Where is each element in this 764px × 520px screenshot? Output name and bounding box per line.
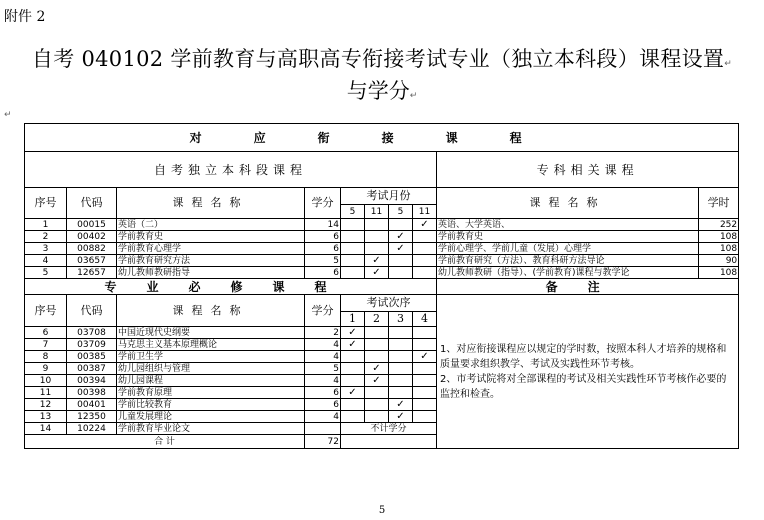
cell-exam-order-check xyxy=(341,411,365,423)
table-row xyxy=(25,231,739,243)
cell-exam-month-check xyxy=(341,267,365,279)
cell-seq: 9 xyxy=(25,363,67,375)
cell-exam-order-check xyxy=(389,363,413,375)
cell-exam-month-check xyxy=(341,243,365,255)
month-header: 5 xyxy=(389,205,413,219)
cell-credit: 5 xyxy=(305,363,341,375)
cell-exam-month-check xyxy=(341,255,365,267)
cell-exam-month-check: ✓ xyxy=(413,219,437,231)
table-row xyxy=(25,243,739,255)
order-header: 4 xyxy=(413,312,437,327)
cell-credit: 4 xyxy=(305,375,341,387)
title-line-2: 与学分 xyxy=(346,79,410,103)
cell-exam-month-check xyxy=(413,231,437,243)
cell-credit: 6 xyxy=(305,399,341,411)
cell-exam-order-check: ✓ xyxy=(389,411,413,423)
cell-hours: 90 xyxy=(699,255,739,267)
cell-course-name: 幼儿园组织与管理 xyxy=(117,363,305,375)
cell-credit: 6 xyxy=(305,267,341,279)
cell-code: 00385 xyxy=(67,351,117,363)
cell-exam-order-check xyxy=(413,327,437,339)
month-header: 11 xyxy=(365,205,389,219)
cell-exam-month-check xyxy=(413,267,437,279)
order-header: 2 xyxy=(365,312,389,327)
cell-exam-month-check xyxy=(389,255,413,267)
page-number: 5 xyxy=(378,505,386,516)
cell-exam-order-check: ✓ xyxy=(341,339,365,351)
cell-code: 12657 xyxy=(67,267,117,279)
cell-seq: 4 xyxy=(25,255,67,267)
cell-code: 00882 xyxy=(67,243,117,255)
cell-exam-order-check xyxy=(365,351,389,363)
document-title-continued xyxy=(0,76,764,111)
cell-exam-month-check xyxy=(389,267,413,279)
col-header-hours: 学时 xyxy=(699,188,739,219)
cell-exam-order-check xyxy=(413,387,437,399)
cell-exam-month-check: ✓ xyxy=(389,243,413,255)
total-empty xyxy=(341,435,437,449)
cell-exam-order-check xyxy=(341,399,365,411)
cell-course-name: 学前教育原理 xyxy=(117,387,305,399)
table-row xyxy=(25,219,739,231)
cell-course-name: 学前卫生学 xyxy=(117,351,305,363)
cell-code: 03709 xyxy=(67,339,117,351)
title-line-1: 自考 040102 学前教育与高职高专衔接考试专业（独立本科段）课程设置 xyxy=(31,47,725,71)
cell-no-credit: 不计学分 xyxy=(341,423,437,435)
cell-seq: 2 xyxy=(25,231,67,243)
cell-exam-month-check: ✓ xyxy=(365,267,389,279)
cell-exam-month-check xyxy=(389,219,413,231)
cell-seq: 8 xyxy=(25,351,67,363)
cell-exam-order-check xyxy=(389,387,413,399)
cell-seq: 1 xyxy=(25,219,67,231)
cell-credit: 4 xyxy=(305,351,341,363)
remark-2: 2、市考试院将对全部课程的考试及相关实践性环节考核作必要的监控和检查。 xyxy=(440,373,727,400)
paragraph-mark: ↵ xyxy=(409,91,418,101)
col-header-credit: 学分 xyxy=(305,295,341,327)
cell-specialist-course: 幼儿教师教研（指导）、(学前教育)课程与教学论 xyxy=(437,267,699,279)
cell-credit: 5 xyxy=(305,255,341,267)
order-header: 1 xyxy=(341,312,365,327)
col-header-seq: 序号 xyxy=(25,188,67,219)
cell-credit: 2 xyxy=(305,327,341,339)
cell-code: 00401 xyxy=(67,399,117,411)
cell-code: 12350 xyxy=(67,411,117,423)
cell-exam-order-check: ✓ xyxy=(413,351,437,363)
cell-code: 10224 xyxy=(67,423,117,435)
course-table xyxy=(24,123,739,449)
col-header-seq: 序号 xyxy=(25,295,67,327)
col-header-specialist-course: 课程名称 xyxy=(437,188,699,219)
cell-course-name: 学前比较教育 xyxy=(117,399,305,411)
cell-credit: 4 xyxy=(305,411,341,423)
cell-exam-order-check xyxy=(413,339,437,351)
cell-seq: 7 xyxy=(25,339,67,351)
cell-course-name: 学前教育研究方法 xyxy=(117,255,305,267)
col-header-course-name: 课程名称 xyxy=(117,188,305,219)
cell-exam-order-check: ✓ xyxy=(341,327,365,339)
cell-exam-order-check xyxy=(413,411,437,423)
cell-exam-order-check xyxy=(389,327,413,339)
total-label: 合 计 xyxy=(25,435,305,449)
cell-code: 00387 xyxy=(67,363,117,375)
remark-1: 1、对应衔接课程应以规定的学时数，按照本科人才培养的规格和质量要求组织教学、考试及实践性环节考核。 xyxy=(440,343,727,370)
cell-course-name: 幼儿教师教研指导 xyxy=(117,267,305,279)
attachment-label: 附件 2 xyxy=(4,9,46,25)
cell-exam-order-check xyxy=(365,399,389,411)
order-header: 3 xyxy=(389,312,413,327)
cell-hours: 252 xyxy=(699,219,739,231)
cell-exam-order-check xyxy=(413,375,437,387)
cell-seq: 6 xyxy=(25,327,67,339)
cell-course-name: 幼儿园课程 xyxy=(117,375,305,387)
cell-exam-order-check xyxy=(341,351,365,363)
cell-exam-month-check xyxy=(365,243,389,255)
cell-specialist-course: 学前教育史 xyxy=(437,231,699,243)
cell-seq: 5 xyxy=(25,267,67,279)
cell-course-name: 学前教育毕业论文 xyxy=(117,423,305,435)
table-row xyxy=(25,267,739,279)
cell-exam-order-check xyxy=(365,339,389,351)
section-header-self-exam: 自考独立本科段课程 xyxy=(25,152,437,188)
cell-credit: 6 xyxy=(305,231,341,243)
cell-exam-month-check xyxy=(341,219,365,231)
cell-course-name: 学前教育史 xyxy=(117,231,305,243)
cell-specialist-course: 学前教育研究（方法）、教育科研方法导论 xyxy=(437,255,699,267)
cell-course-name: 英语（二） xyxy=(117,219,305,231)
cell-exam-month-check xyxy=(365,219,389,231)
cell-credit xyxy=(305,423,341,435)
cell-exam-order-check xyxy=(413,363,437,375)
cell-seq: 10 xyxy=(25,375,67,387)
month-header: 11 xyxy=(413,205,437,219)
cell-exam-order-check: ✓ xyxy=(365,375,389,387)
cell-seq: 13 xyxy=(25,411,67,423)
cell-code: 00394 xyxy=(67,375,117,387)
cell-exam-order-check xyxy=(365,387,389,399)
cell-exam-order-check: ✓ xyxy=(389,399,413,411)
cell-exam-month-check xyxy=(365,231,389,243)
cell-exam-order-check xyxy=(389,375,413,387)
cell-exam-order-check xyxy=(365,327,389,339)
cell-seq: 11 xyxy=(25,387,67,399)
col-header-course-name: 课程名称 xyxy=(117,295,305,327)
cell-exam-order-check xyxy=(389,351,413,363)
cell-exam-month-check xyxy=(413,243,437,255)
cell-exam-month-check: ✓ xyxy=(389,231,413,243)
cell-course-name: 儿童发展理论 xyxy=(117,411,305,423)
cell-course-name: 学前教育心理学 xyxy=(117,243,305,255)
document-title xyxy=(0,44,764,79)
cell-exam-order-check: ✓ xyxy=(341,387,365,399)
col-header-code: 代码 xyxy=(67,295,117,327)
cell-seq: 3 xyxy=(25,243,67,255)
cell-credit: 4 xyxy=(305,339,341,351)
col-header-code: 代码 xyxy=(67,188,117,219)
cell-specialist-course: 英语、大学英语、 xyxy=(437,219,699,231)
section-header-remarks: 备注 xyxy=(437,279,739,295)
cell-credit: 6 xyxy=(305,387,341,399)
paragraph-mark: ↵ xyxy=(724,59,733,69)
paragraph-mark: ↵ xyxy=(4,110,12,120)
cell-exam-order-check: ✓ xyxy=(365,363,389,375)
col-header-credit: 学分 xyxy=(305,188,341,219)
cell-exam-order-check xyxy=(365,411,389,423)
cell-exam-order-check xyxy=(341,363,365,375)
cell-code: 03657 xyxy=(67,255,117,267)
cell-hours: 108 xyxy=(699,267,739,279)
remarks-cell xyxy=(437,295,739,449)
total-credit: 72 xyxy=(305,435,341,449)
cell-code: 00398 xyxy=(67,387,117,399)
cell-credit: 14 xyxy=(305,219,341,231)
cell-hours: 108 xyxy=(699,231,739,243)
cell-exam-month-check: ✓ xyxy=(365,255,389,267)
cell-exam-order-check xyxy=(413,399,437,411)
section-header-specialist: 专科相关课程 xyxy=(437,152,739,188)
cell-seq: 14 xyxy=(25,423,67,435)
col-header-exam-order: 考试次序 xyxy=(341,295,437,312)
month-header: 5 xyxy=(341,205,365,219)
cell-exam-month-check xyxy=(341,231,365,243)
cell-hours: 108 xyxy=(699,243,739,255)
section-header-required: 专业必修课程 xyxy=(25,279,437,295)
cell-exam-order-check xyxy=(341,375,365,387)
section-header-corresponding: 对应衔接课程 xyxy=(25,124,739,152)
cell-code: 03708 xyxy=(67,327,117,339)
cell-code: 00015 xyxy=(67,219,117,231)
cell-exam-order-check xyxy=(389,339,413,351)
col-header-exam-month: 考试月份 xyxy=(341,188,437,205)
table-row xyxy=(25,255,739,267)
cell-credit: 6 xyxy=(305,243,341,255)
cell-exam-month-check xyxy=(413,255,437,267)
cell-seq: 12 xyxy=(25,399,67,411)
cell-code: 00402 xyxy=(67,231,117,243)
cell-course-name: 中国近现代史纲要 xyxy=(117,327,305,339)
cell-course-name: 马克思主义基本原理概论 xyxy=(117,339,305,351)
cell-specialist-course: 学前心理学、学前儿童（发展）心理学 xyxy=(437,243,699,255)
